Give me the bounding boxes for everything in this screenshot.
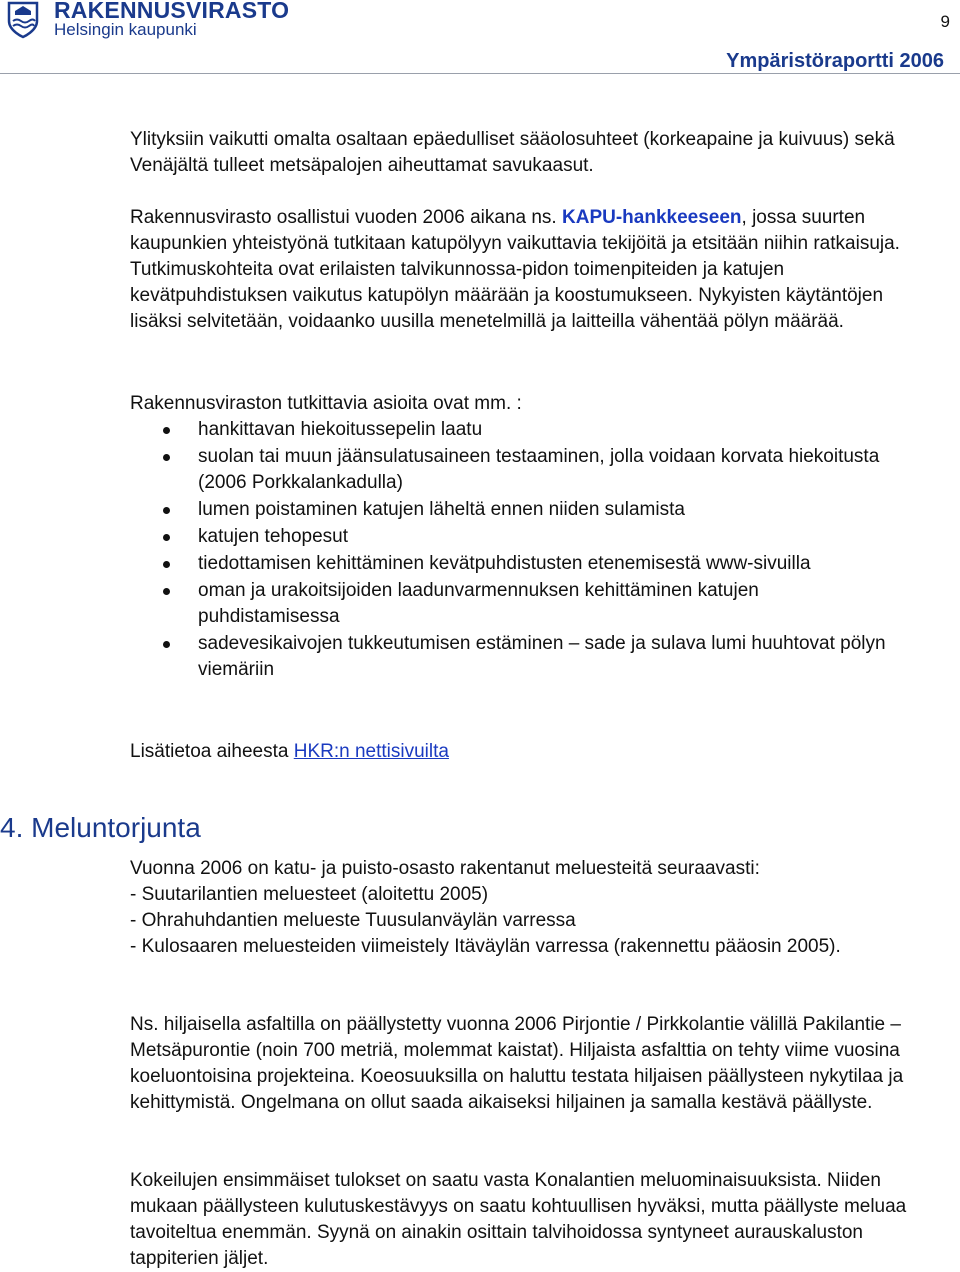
bullet-icon [163, 507, 170, 514]
paragraph-kapu-text-end: , jossa suurten kaupunkien yhteistyönä tutkitaan katupölyyn vaikuttavia tekijöitä ja etsitään niihin ratkaisuja. Tutkimuskohteita ovat erilaisten talvikunnossa-pidon toimenpiteiden ja katujen kevätpuhdistuksen vaikutus katupölyn määrään ja koostumukseen. Nykyisten käytäntöjen lisäksi selvitetään, voidaanko uusilla menetelmillä ja laitteilla vähentää pölyn määrää. [130, 207, 900, 332]
org-subtitle: Helsingin kaupunki [54, 20, 197, 39]
kapu-project-link[interactable]: KAPU-hankkeeseen [562, 207, 742, 228]
org-name: RAKENNUSVIRASTO [54, 0, 290, 23]
page-header [0, 0, 960, 76]
bullet-icon [163, 588, 170, 595]
page-number: 9 [940, 12, 950, 31]
noise-barriers-intro: Vuonna 2006 on katu- ja puisto-osasto rakentanut meluesteitä seuraavasti: [130, 858, 760, 879]
report-title: Ympäristöraportti 2006 [726, 50, 944, 72]
list-item-text: oman ja urakoitsijoiden laadunvarmennuksen kehittäminen katujen puhdistamisessa [198, 580, 759, 627]
more-info-text: Lisätietoa aiheesta [130, 741, 294, 762]
paragraph-kapu-text-start: Rakennusvirasto osallistui vuoden 2006 aikana ns. [130, 207, 562, 228]
list-item [130, 417, 890, 443]
paragraph-more-info [130, 739, 930, 765]
list-item [130, 578, 890, 630]
bullet-icon [163, 561, 170, 568]
noise-barrier-item: - Ohrahuhdantien melueste Tuusulanväylän varressa [130, 910, 576, 931]
bullet-icon [163, 454, 170, 461]
list-item [130, 631, 890, 683]
hkr-website-link[interactable]: HKR:n nettisivuilta [293, 741, 449, 762]
bullet-icon [163, 427, 170, 434]
list-item [130, 551, 890, 577]
header-divider [0, 73, 960, 74]
list-item-text: sadevesikaivojen tukkeutumisen estäminen – sade ja sulava lumi huuhtovat pölyn viemäriin [198, 633, 886, 680]
list-item-text: suolan tai muun jäänsulatusaineen testaaminen, jolla voidaan korvata hiekoitusta (2006 Porkkalankadulla) [198, 446, 880, 493]
bullet-icon [163, 641, 170, 648]
noise-barrier-item: - Suutarilantien meluesteet (aloitettu 2005) [130, 884, 489, 905]
list-item [130, 444, 890, 496]
section-heading-noise-control: 4. Meluntorjunta [0, 812, 201, 843]
helsinki-crest-icon [6, 1, 40, 39]
research-topics-list [130, 417, 890, 684]
paragraph-exceedances: Ylityksiin vaikutti omalta osaltaan epäedulliset sääolosuhteet (korkeapaine ja kuivuus) sekä Venäjältä tulleet metsäpalojen aiheuttamat savukaasut. [130, 129, 895, 176]
noise-barrier-item: - Kulosaaren meluesteiden viimeistely Itäväylän varressa (rakennettu pääosin 2005). [130, 936, 841, 957]
list-item-text: katujen tehopesut [198, 526, 349, 547]
paragraph-noise-barriers [130, 856, 930, 960]
list-item-text: tiedottamisen kehittäminen kevätpuhdistusten etenemisestä www-sivuilla [198, 553, 811, 574]
paragraph-kapu-project [130, 205, 930, 335]
list-item-text: hankittavan hiekoitussepelin laatu [198, 419, 483, 440]
list-item [130, 524, 890, 550]
paragraph-research-topics-intro: Rakennusviraston tutkittavia asioita ovat mm. : [130, 393, 522, 414]
paragraph-quiet-asphalt: Ns. hiljaisella asfaltilla on päällystetty vuonna 2006 Pirjontie / Pirkkolantie välillä Pakilantie – Metsäpurontie (noin 700 metriä, molemmat kaistat). Hiljaista asfalttia on tehty viime vuosina koeluontoisina projekteina. Koeosuuksilla on haluttu testata hiljaisen päällysteen nykytilaa ja kehittymistä. Ongelmana on ollut saada aikaiseksi hiljainen ja samalla kestävä päällyste. [130, 1014, 904, 1113]
paragraph-test-results: Kokeilujen ensimmäiset tulokset on saatu vasta Konalantien meluominaisuuksista. Niiden mukaan päällysteen kulutuskestävyys on saatu kohtuullisen hyväksi, mutta päällyste meluaa tavoiteltua enemmän. Syynä on ainakin osittain talvihoidossa syntyneet aurauskaluston tappiterien jäljet. [130, 1170, 907, 1269]
list-item [130, 497, 890, 523]
list-item-text: lumen poistaminen katujen läheltä ennen niiden sulamista [198, 499, 685, 520]
bullet-icon [163, 534, 170, 541]
